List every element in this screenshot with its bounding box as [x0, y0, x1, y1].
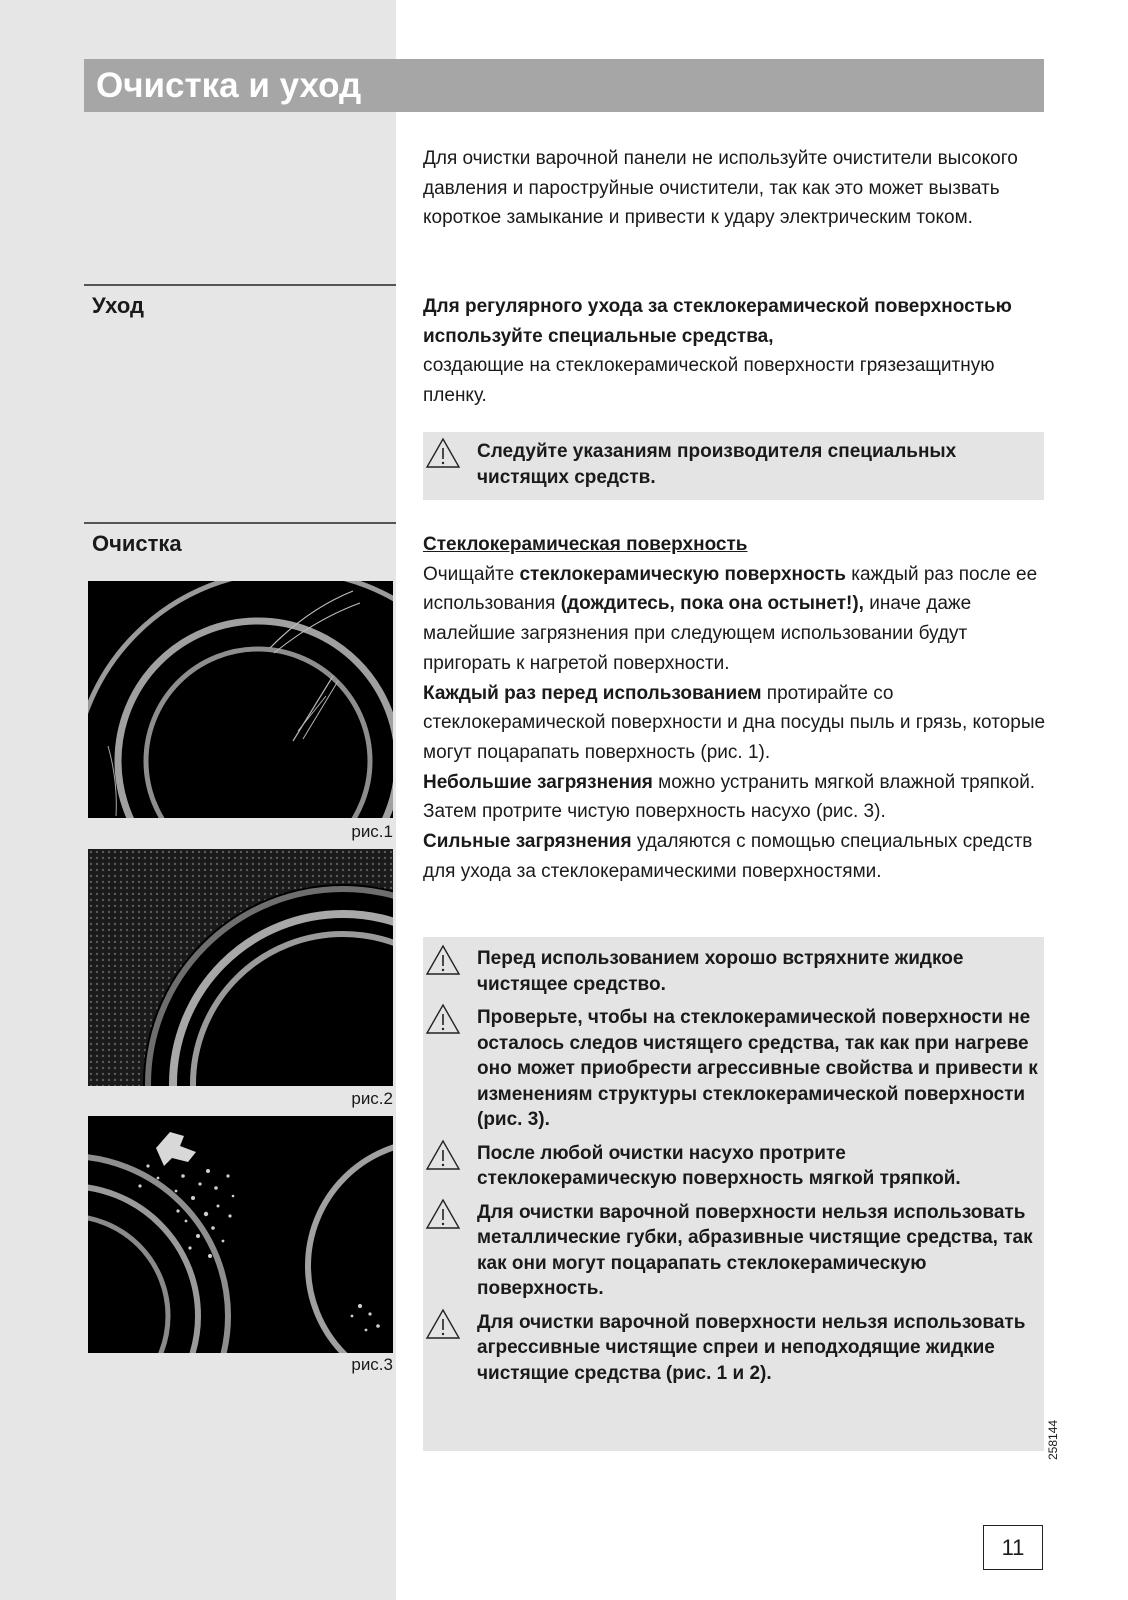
page-title: Очистка и уход	[96, 66, 362, 105]
cleaning-warning-1	[423, 946, 1044, 997]
warning-icon	[425, 1308, 461, 1348]
figure-1-image	[88, 581, 393, 818]
warning-icon	[425, 944, 461, 984]
cleaning-warning-3	[423, 1141, 1044, 1192]
care-paragraph	[423, 292, 1048, 411]
cleaning-warnings-box	[423, 937, 1044, 1451]
figure-1-caption: рис.1	[351, 822, 393, 841]
figure-3-image	[88, 1116, 393, 1353]
document-number: 258144	[1046, 1419, 1060, 1460]
warning-text: Проверьте, чтобы на стеклокерамической поверхности не осталось следов чистящего средства, так как при нагреве оно может приобрести агрессивные свойства и привести к изменениям структуры стеклокерамической поверхности (рис. 3).	[477, 1007, 1038, 1130]
care-warning-text: Следуйте указаниям производителя специальных чистящих средств.	[477, 441, 957, 488]
care-warning	[423, 439, 1044, 490]
warning-text: Перед использованием хорошо встряхните жидкое чистящее средство.	[477, 948, 964, 995]
cleaning-warning-2	[423, 1005, 1044, 1133]
care-section-rule	[84, 284, 396, 286]
warning-icon	[425, 1139, 461, 1179]
care-warning-box	[423, 432, 1044, 500]
page-number: 11	[983, 1525, 1043, 1570]
figure-3-caption: рис.3	[351, 1355, 393, 1374]
cleaning-section-rule	[84, 522, 396, 524]
warning-icon	[425, 1198, 461, 1238]
figure-2-caption: рис.2	[351, 1089, 393, 1108]
cleaning-warning-4	[423, 1200, 1044, 1302]
warning-icon	[425, 1003, 461, 1043]
warning-icon	[425, 437, 461, 477]
title-bar	[84, 59, 1044, 112]
warning-text: Для очистки варочной поверхности нельзя использовать агрессивные чистящие спреи и неподходящие жидкие чистящие средства (рис. 1 и 2).	[477, 1311, 1026, 1384]
cleaning-heading: Очистка	[92, 531, 182, 556]
figure-2-image	[88, 849, 393, 1086]
cleaning-warning-5	[423, 1310, 1044, 1387]
care-text: создающие на стеклокерамической поверхности грязезащитную пленку.	[423, 355, 995, 407]
care-bold-text: Для регулярного ухода за стеклокерамической поверхностью используйте специальные средства,	[423, 296, 1012, 347]
cleaning-paragraph: Стеклокерамическая поверхность Очищайте стеклокерамическую поверхность каждый раз после ее использования (дождитесь, пока она остынет!), иначе даже малейшие загрязнения при следующем использовании будут пригорать к нагретой поверхности. Каждый раз перед использованием протирайте со стеклокерамической поверхности и дна посуды пыль и грязь, которые могут поцарапать поверхность (рис. 1). Небольшие загрязнения можно устранить мягкой влажной тряпкой. Затем протрите чистую поверхность насухо (рис. 3). Сильные загрязнения удаляются с помощью специальных средств для ухода за стеклокерамическими поверхностями.	[423, 530, 1048, 886]
care-heading: Уход	[92, 293, 144, 318]
intro-paragraph: Для очистки варочной панели не используйте очистители высокого давления и пароструйные очистители, так как это может вызвать короткое замыкание и привести к удару электрическим током.	[423, 148, 1018, 229]
warning-text: После любой очистки насухо протрите стеклокерамическую поверхность мягкой тряпкой.	[477, 1142, 961, 1189]
warning-text: Для очистки варочной поверхности нельзя использовать металлические губки, абразивные чистящие средства, так как они могут поцарапать стеклокерамическую поверхность.	[477, 1201, 1033, 1299]
cleaning-subheading: Стеклокерамическая поверхность	[423, 534, 748, 555]
